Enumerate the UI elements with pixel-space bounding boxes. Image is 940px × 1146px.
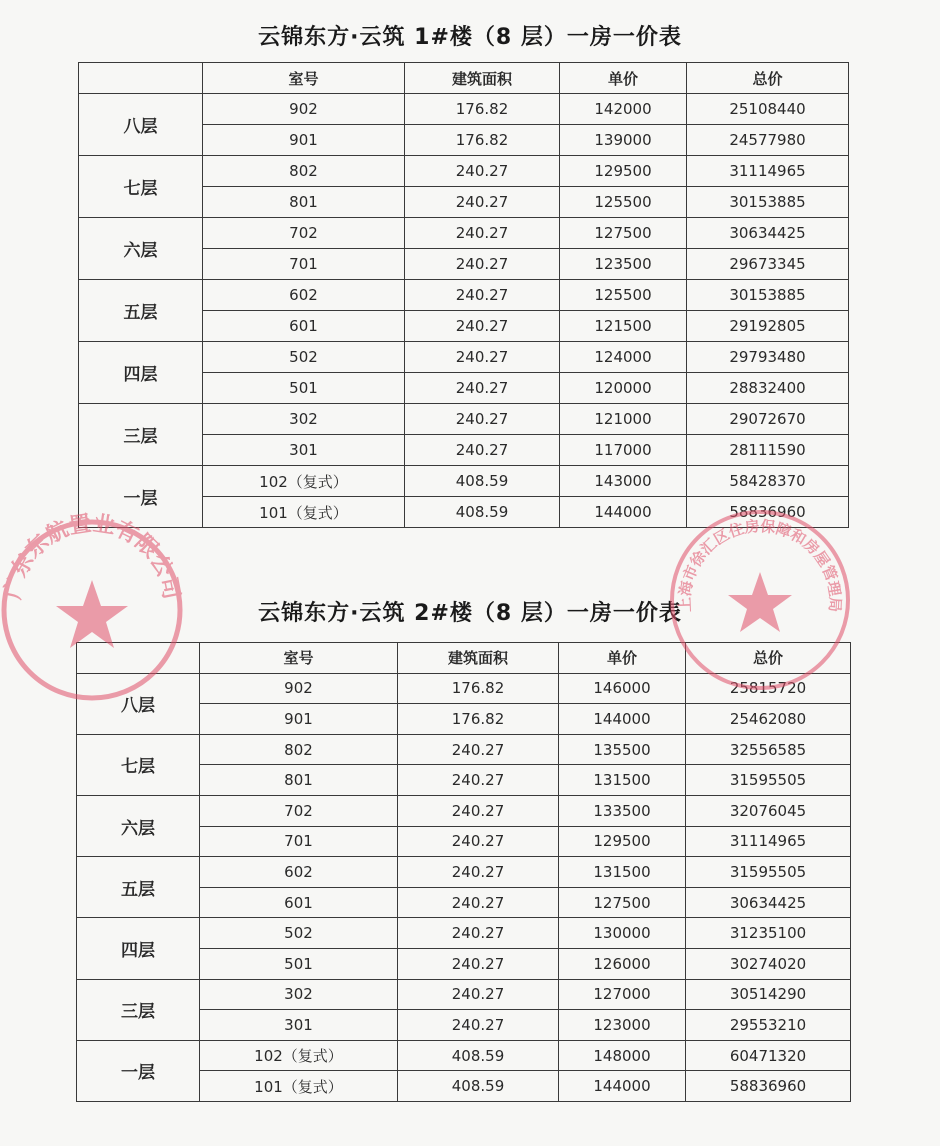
header-floor: [79, 63, 203, 94]
building-area: 240.27: [398, 1010, 559, 1041]
header-area: 建筑面积: [398, 643, 559, 674]
total-price: 29553210: [686, 1010, 851, 1041]
room-number: 901: [200, 704, 398, 735]
unit-price: 146000: [559, 673, 686, 704]
building-area: 240.27: [398, 826, 559, 857]
room-number: 802: [203, 156, 405, 187]
svg-text:广东东航置业有限公司: 广东东航置业有限公司: [0, 511, 184, 602]
unit-price: 148000: [559, 1040, 686, 1071]
floor-label: 八层: [77, 673, 200, 734]
total-price: 24577980: [687, 125, 849, 156]
building-area: 240.27: [405, 280, 560, 311]
total-price: 30514290: [686, 979, 851, 1010]
unit-price: 127000: [559, 979, 686, 1010]
total-price: 31114965: [687, 156, 849, 187]
total-price: 28832400: [687, 373, 849, 404]
floor-label: 六层: [79, 218, 203, 280]
table-row: [77, 857, 851, 888]
total-price: 29793480: [687, 342, 849, 373]
room-number: 902: [203, 94, 405, 125]
unit-price: 126000: [559, 948, 686, 979]
table-2-title: 云锦东方·云筑 2#楼（8 层）一房一价表: [258, 601, 682, 626]
total-price: 30634425: [687, 218, 849, 249]
unit-price: 125500: [560, 280, 687, 311]
unit-price: 127500: [559, 887, 686, 918]
total-price: 29192805: [687, 311, 849, 342]
building-area: 240.27: [398, 979, 559, 1010]
floor-label: 七层: [77, 734, 200, 795]
unit-price: 129500: [560, 156, 687, 187]
price-table-building-2: [76, 642, 851, 1102]
room-number: 501: [200, 948, 398, 979]
unit-price: 121500: [560, 311, 687, 342]
svg-text:上海市徐汇区住房保障和房屋管理局: 上海市徐汇区住房保障和房屋管理局: [675, 517, 845, 613]
room-number: 301: [203, 435, 405, 466]
table-row: [77, 979, 851, 1010]
floor-label: 四层: [77, 918, 200, 979]
building-area: 240.27: [405, 435, 560, 466]
total-price: 32556585: [686, 734, 851, 765]
total-price: 30634425: [686, 887, 851, 918]
total-price: 58836960: [686, 1071, 851, 1102]
unit-price: 124000: [560, 342, 687, 373]
room-number: 702: [200, 795, 398, 826]
building-area: 176.82: [398, 704, 559, 735]
room-number: 302: [203, 404, 405, 435]
table-1-title: 云锦东方·云筑 1#楼（8 层）一房一价表: [258, 25, 682, 50]
floor-label: 八层: [79, 94, 203, 156]
building-area: 240.27: [405, 156, 560, 187]
total-price: 32076045: [686, 795, 851, 826]
building-area: 240.27: [398, 795, 559, 826]
building-area: 240.27: [398, 948, 559, 979]
table-row: [77, 734, 851, 765]
header-area: 建筑面积: [405, 63, 560, 94]
room-number: 602: [200, 857, 398, 888]
floor-label: 一层: [79, 466, 203, 528]
room-number: 502: [203, 342, 405, 373]
unit-price: 144000: [560, 497, 687, 528]
unit-price: 139000: [560, 125, 687, 156]
total-price: 31595505: [686, 765, 851, 796]
header-floor: [77, 643, 200, 674]
room-number: 802: [200, 734, 398, 765]
room-number: 102（复式）: [203, 466, 405, 497]
building-area: 408.59: [405, 497, 560, 528]
room-number: 102（复式）: [200, 1040, 398, 1071]
unit-price: 123500: [560, 249, 687, 280]
unit-price: 123000: [559, 1010, 686, 1041]
table-row: [79, 156, 849, 187]
header-unit-price: 单价: [559, 643, 686, 674]
room-number: 701: [200, 826, 398, 857]
unit-price: 143000: [560, 466, 687, 497]
room-number: 302: [200, 979, 398, 1010]
floor-label: 三层: [77, 979, 200, 1040]
unit-price: 131500: [559, 765, 686, 796]
table-body: [79, 94, 849, 528]
table-row: [79, 280, 849, 311]
room-number: 101（复式）: [200, 1071, 398, 1102]
room-number: 601: [203, 311, 405, 342]
building-area: 240.27: [405, 249, 560, 280]
unit-price: 142000: [560, 94, 687, 125]
unit-price: 120000: [560, 373, 687, 404]
unit-price: 125500: [560, 187, 687, 218]
room-number: 601: [200, 887, 398, 918]
total-price: 25815720: [686, 673, 851, 704]
building-area: 240.27: [398, 765, 559, 796]
room-number: 801: [203, 187, 405, 218]
total-price: 31595505: [686, 857, 851, 888]
table-header-row: [79, 63, 849, 94]
unit-price: 144000: [559, 704, 686, 735]
building-area: 240.27: [405, 342, 560, 373]
table-body: [77, 673, 851, 1101]
floor-label: 三层: [79, 404, 203, 466]
unit-price: 135500: [559, 734, 686, 765]
total-price: 58836960: [687, 497, 849, 528]
total-price: 31235100: [686, 918, 851, 949]
room-number: 301: [200, 1010, 398, 1041]
room-number: 902: [200, 673, 398, 704]
header-room: 室号: [200, 643, 398, 674]
building-area: 408.59: [398, 1071, 559, 1102]
table-row: [79, 404, 849, 435]
building-area: 408.59: [398, 1040, 559, 1071]
unit-price: 144000: [559, 1071, 686, 1102]
unit-price: 130000: [559, 918, 686, 949]
building-area: 240.27: [405, 218, 560, 249]
room-number: 501: [203, 373, 405, 404]
table-row: [79, 218, 849, 249]
room-number: 901: [203, 125, 405, 156]
total-price: 25462080: [686, 704, 851, 735]
table-row: [77, 673, 851, 704]
table-row: [77, 918, 851, 949]
building-area: 176.82: [398, 673, 559, 704]
floor-label: 五层: [77, 857, 200, 918]
table-row: [77, 795, 851, 826]
building-area: 240.27: [398, 857, 559, 888]
unit-price: 129500: [559, 826, 686, 857]
building-area: 240.27: [398, 918, 559, 949]
building-area: 240.27: [405, 373, 560, 404]
building-area: 408.59: [405, 466, 560, 497]
room-number: 602: [203, 280, 405, 311]
total-price: 30153885: [687, 280, 849, 311]
room-number: 801: [200, 765, 398, 796]
table-row: [77, 1040, 851, 1071]
floor-label: 六层: [77, 795, 200, 856]
header-total-price: 总价: [686, 643, 851, 674]
building-area: 240.27: [405, 311, 560, 342]
building-area: 240.27: [398, 887, 559, 918]
total-price: 25108440: [687, 94, 849, 125]
total-price: 28111590: [687, 435, 849, 466]
building-area: 240.27: [398, 734, 559, 765]
room-number: 701: [203, 249, 405, 280]
total-price: 30153885: [687, 187, 849, 218]
building-area: 240.27: [405, 404, 560, 435]
total-price: 31114965: [686, 826, 851, 857]
floor-label: 四层: [79, 342, 203, 404]
floor-label: 一层: [77, 1040, 200, 1101]
total-price: 29673345: [687, 249, 849, 280]
table-row: [79, 94, 849, 125]
table-header-row: [77, 643, 851, 674]
total-price: 30274020: [686, 948, 851, 979]
table-row: [79, 342, 849, 373]
unit-price: 133500: [559, 795, 686, 826]
room-number: 502: [200, 918, 398, 949]
unit-price: 131500: [559, 857, 686, 888]
unit-price: 117000: [560, 435, 687, 466]
floor-label: 五层: [79, 280, 203, 342]
unit-price: 121000: [560, 404, 687, 435]
header-unit-price: 单价: [560, 63, 687, 94]
header-room: 室号: [203, 63, 405, 94]
building-area: 240.27: [405, 187, 560, 218]
unit-price: 127500: [560, 218, 687, 249]
building-area: 176.82: [405, 94, 560, 125]
table-row: [79, 466, 849, 497]
total-price: 29072670: [687, 404, 849, 435]
total-price: 58428370: [687, 466, 849, 497]
room-number: 702: [203, 218, 405, 249]
room-number: 101（复式）: [203, 497, 405, 528]
total-price: 60471320: [686, 1040, 851, 1071]
header-total-price: 总价: [687, 63, 849, 94]
floor-label: 七层: [79, 156, 203, 218]
price-table-building-1: [78, 62, 849, 528]
building-area: 176.82: [405, 125, 560, 156]
